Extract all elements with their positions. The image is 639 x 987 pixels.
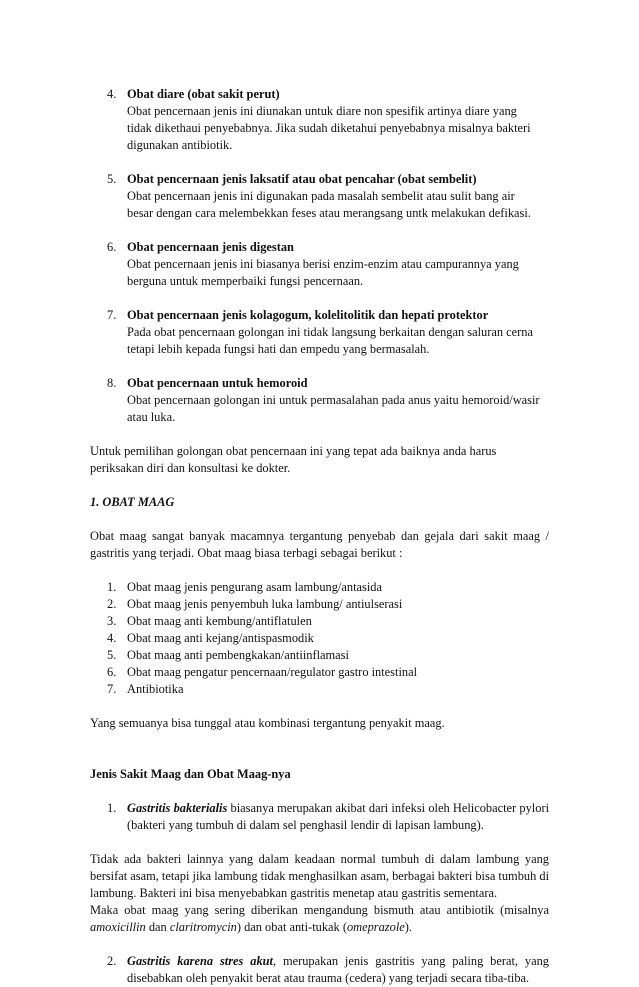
item-number: 1. <box>107 580 117 594</box>
item-number: 2. <box>107 954 117 968</box>
item-title: Obat pencernaan untuk hemoroid <box>127 376 308 390</box>
treatment-paragraph <box>90 902 549 936</box>
item-line: tidak dikethaui penyebabnya. Jika sudah diketahui penyebabnya misalnya bakteri <box>127 121 531 135</box>
section-title-obat-maag: 1. OBAT MAAG <box>90 495 175 509</box>
item-number: 6. <box>107 665 117 679</box>
item-term: Gastritis bakterialis <box>127 801 228 815</box>
item-title: Obat diare (obat sakit perut) <box>127 87 280 101</box>
list-item <box>90 664 549 681</box>
text-run: ). <box>404 920 413 934</box>
item-line: besar dengan cara melembekkan feses atau merangsang untk melakukan defikasi. <box>127 206 531 220</box>
item-line: digunakan antibiotik. <box>127 138 233 152</box>
item-number: 3. <box>107 614 117 628</box>
item-text: Obat maag jenis pengurang asam lambung/antasida <box>127 580 382 594</box>
item-number: 8. <box>107 376 117 390</box>
item-title: Obat pencernaan jenis digestan <box>127 240 294 254</box>
item-line: Obat pencernaan jenis ini diunakan untuk diare non spesifik artinya diare yang <box>127 104 517 118</box>
item-line: atau luka. <box>127 410 176 424</box>
item-number: 4. <box>107 87 117 101</box>
digestive-drug-types-list <box>90 86 549 426</box>
item-text: Obat maag anti kejang/antispasmodik <box>127 631 314 645</box>
item-text: Obat maag jenis penyembuh luka lambung/ antiulserasi <box>127 597 403 611</box>
section-intro: Obat maag sangat banyak macamnya tergantung penyebab dan gejala dari sakit maag / gastritis yang terjadi. Obat maag biasa terbagi sebagai berikut : <box>90 529 549 560</box>
advice-line: periksakan diri dan konsultasi ke dokter. <box>90 461 291 475</box>
item-number: 1. <box>107 801 117 815</box>
drug-name: amoxicillin <box>90 920 146 934</box>
item-text: Antibiotika <box>127 682 184 696</box>
item-line: Pada obat pencernaan golongan ini tidak langsung berkaitan dengan saluran cerna <box>127 325 533 339</box>
item-number: 6. <box>107 240 117 254</box>
list-item <box>90 630 549 647</box>
advice-paragraph <box>90 443 549 477</box>
item-line: Obat pencernaan jenis ini digunakan pada masalah sembelit atau sulit bang air <box>127 189 515 203</box>
item-term: Gastritis karena stres akut <box>127 954 273 968</box>
item-number: 5. <box>107 648 117 662</box>
section-outro: Yang semuanya bisa tunggal atau kombinasi tergantung penyakit maag. <box>90 716 445 730</box>
advice-line: Untuk pemilihan golongan obat pencernaan ini yang tepat ada baiknya anda harus <box>90 444 497 458</box>
item-title: Obat pencernaan jenis kolagogum, kolelitolitik dan hepati protektor <box>127 308 489 322</box>
list-item <box>90 647 549 664</box>
item-number: 4. <box>107 631 117 645</box>
item-line: Obat pencernaan jenis ini biasanya berisi enzim-enzim atau campurannya yang <box>127 257 519 271</box>
item-line: Obat pencernaan golongan ini untuk permasalahan pada anus yaitu hemoroid/wasir <box>127 393 540 407</box>
item-number: 7. <box>107 682 117 696</box>
list-item <box>90 596 549 613</box>
bacteria-paragraph: Tidak ada bakteri lainnya yang dalam keadaan normal tumbuh di dalam lambung yang bersifat asam, tetapi jika lambung tidak menghasilkan asam, berbagai bakteri bisa tumbuh di lambung. Bakteri ini bisa menyebabkan gastritis menetap atau gastritis sementara. <box>90 852 550 900</box>
item-text: Obat maag anti pembengkakan/antiinflamasi <box>127 648 349 662</box>
spacer <box>90 749 549 766</box>
item-line: berguna untuk memperbaiki fungsi pencernaan. <box>127 274 364 288</box>
item-number: 2. <box>107 597 117 611</box>
list-item <box>90 86 549 154</box>
item-text: , merupakan jenis gastritis yang paling berat, yang disebabkan oleh penyakit berat atau trauma (cedera) yang terjadi secara tiba-tiba. <box>127 954 549 985</box>
section-title-jenis-sakit-maag: Jenis Sakit Maag dan Obat Maag-nya <box>90 767 291 781</box>
gastritis-item <box>90 953 549 987</box>
list-item <box>90 375 549 426</box>
item-title: Obat pencernaan jenis laksatif atau obat pencahar (obat sembelit) <box>127 172 477 186</box>
list-item <box>90 307 549 358</box>
list-item <box>90 613 549 630</box>
list-item <box>90 579 549 596</box>
item-text: Obat maag anti kembung/antiflatulen <box>127 614 312 628</box>
item-line: tetapi lebih kepada fungsi hati dan empedu yang bermasalah. <box>127 342 430 356</box>
drug-name: claritromycin <box>169 920 237 934</box>
drug-name: omeprazole <box>346 920 405 934</box>
text-run: ) dan obat anti-tukak ( <box>236 920 347 934</box>
item-text: biasanya merupakan akibat dari infeksi oleh Helicobacter pylori (bakteri yang tumbuh di dalam sel penghasil lendir di lapisan lambung). <box>127 801 550 832</box>
text-run: Maka obat maag yang sering diberikan mengandung bismuth atau antibiotik (misalnya <box>90 903 549 917</box>
gastritis-item <box>90 800 549 834</box>
item-number: 7. <box>107 308 117 322</box>
item-number: 5. <box>107 172 117 186</box>
item-text: Obat maag pengatur pencernaan/regulator gastro intestinal <box>127 665 418 679</box>
text-run: dan <box>145 920 170 934</box>
list-item <box>90 681 549 698</box>
maag-drug-list <box>90 579 549 698</box>
list-item <box>90 171 549 222</box>
list-item <box>90 239 549 290</box>
